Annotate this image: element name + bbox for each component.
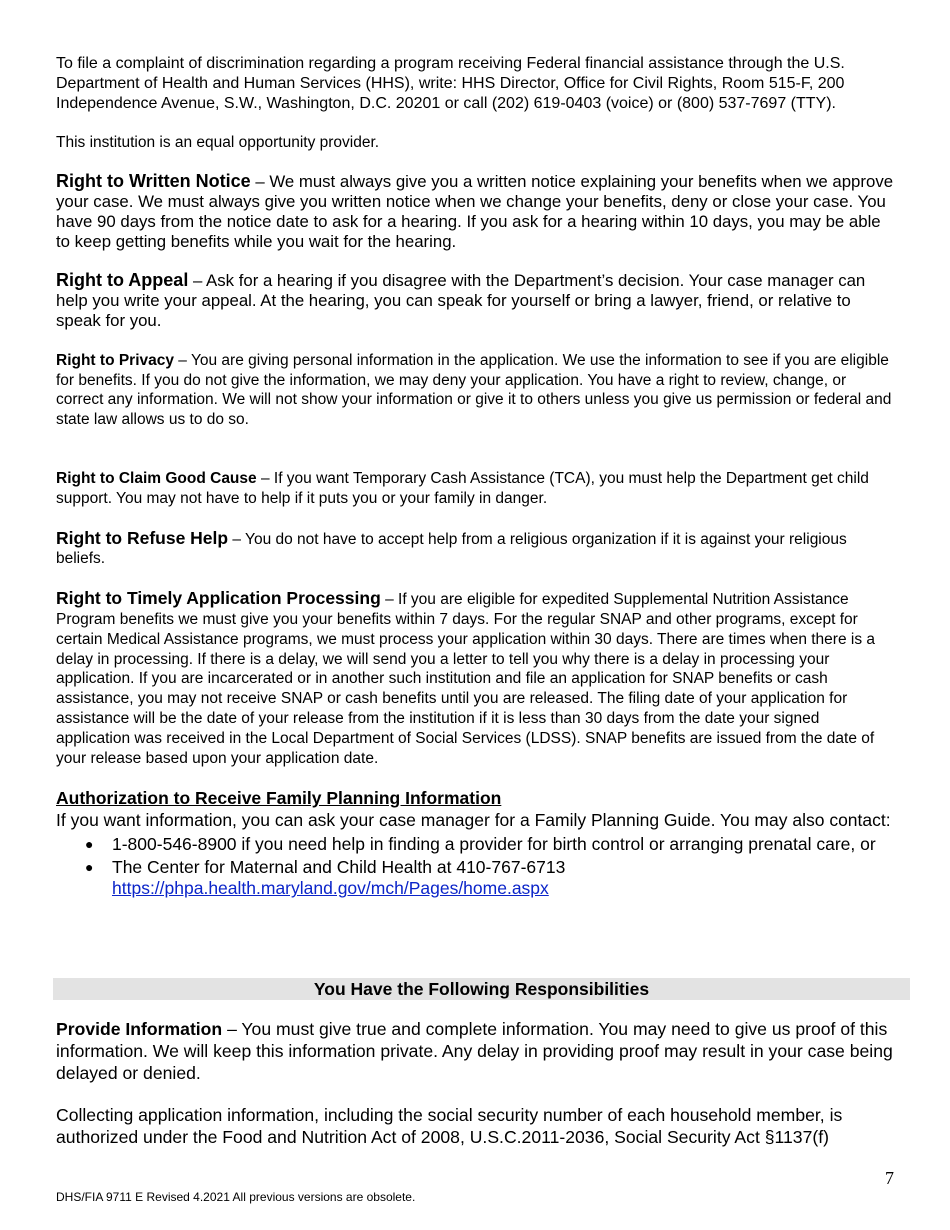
page-number: 7 [885,1168,894,1188]
footer-text: DHS/FIA 9711 E Revised 4.2021 All previous versions are obsolete. [56,1190,416,1204]
mch-website-link[interactable]: https://phpa.health.maryland.gov/mch/Pages/home.aspx [112,878,549,899]
right-good-cause-title: Right to Claim Good Cause [56,469,257,487]
responsibilities-heading: You Have the Following Responsibilities [313,979,650,999]
right-written-notice [56,172,896,251]
family-planning-list [56,834,896,900]
right-good-cause-text: – If you want Temporary Cash Assistance (TCA), you must help the Department get child support. You may not have to help if it puts you or your family in danger. [56,469,869,507]
responsibilities-body [56,1019,896,1149]
right-refuse-help [56,529,896,570]
right-written-notice-title: Right to Written Notice [56,171,251,192]
complaint-paragraph: To file a complaint of discrimination regarding a program receiving Federal financial assistance through the U.S. Department of Health and Human Services (HHS), write: HHS Director, Office for Civil Rights, Room 515-F, 200 Independence Avenue, S.W., Washington, D.C. 20201 or call (202) 619-0403 (voice) or (800) 537-7697 (TTY). [56,55,845,112]
responsibilities-section-header [53,978,910,1000]
right-appeal-text: – Ask for a hearing if you disagree with the Department’s decision. Your case manager can help you write your appeal. At the hearing, you can speak for yourself or bring a lawyer, friend, or relative to speak for you. [56,271,866,330]
list-item-text: 1-800-546-8900 if you need help in finding a provider for birth control or arranging prenatal care, or [112,833,876,854]
list-item [85,833,896,855]
right-privacy [56,351,896,430]
document-body [56,54,896,902]
right-good-cause [56,469,896,509]
right-timely-processing-title: Right to Timely Application Processing [56,588,381,609]
list-item-text: The Center for Maternal and Child Health at 410-767-6713 [112,856,566,877]
bullet-icon: ● [85,858,94,875]
right-appeal [56,271,896,330]
collecting-information: Collecting application information, including the social security number of each household member, is authorized under the Food and Nutrition Act of 2008, U.S.C.2011-2036, Social Security Act §1137(f) [56,1105,843,1148]
right-appeal-title: Right to Appeal [56,270,189,291]
list-item [85,856,896,900]
equal-opportunity-paragraph: This institution is an equal opportunity provider. [56,134,380,152]
family-planning-intro: If you want information, you can ask your case manager for a Family Planning Guide. You may also contact: [56,809,891,830]
right-privacy-text: – You are giving personal information in the application. We use the information to see if you are eligible for benefits. If you do not give the information, we may deny your application. You have a right to review, change, or correct any information. We will not show your information or give it to others unless you give us permission or federal and state law allows us to do so. [56,351,892,429]
right-written-notice-text: – We must always give you a written notice explaining your benefits when we approve your case. We must always give you written notice when we change your benefits, deny or close your case. You have 90 days from the notice date to ask for a hearing. If you ask for a hearing within 10 days, you may be able to keep getting benefits while you wait for the hearing. [56,172,894,251]
family-planning-heading-text: Authorization to Receive Family Planning Information [56,788,502,809]
provide-information [56,1019,896,1084]
bullet-icon: ● [85,835,94,852]
right-refuse-help-title: Right to Refuse Help [56,527,229,548]
provide-information-text: – You must give true and complete information. You may need to give us proof of this information. We will keep this information private. Any delay in providing proof may result in your case being delayed or denied. [56,1019,893,1083]
family-planning-heading [56,788,896,810]
right-timely-processing-text: – If you are eligible for expedited Supplemental Nutrition Assistance Program benefits we must give you your benefits within 7 days. For the regular SNAP and other programs, except for certain Medical Assistance programs, we must process your application within 30 days. There are times when there is a delay in processing. If there is a delay, we will send you a letter to tell you why there is a delay in processing your application. If you are incarcerated or in another such institution and file an application for SNAP benefits or cash assistance, you may not receive SNAP or cash benefits until you are released. The filing date of your application for assistance will be the date of your release from the institution if it is less than 30 days from the date your signed application was received in the Local Department of Social Services (LDSS). SNAP benefits are issued from the date of your release based upon your application date. [56,591,876,767]
right-refuse-help-text: – You do not have to accept help from a religious organization if it is against your religious beliefs. [56,530,847,568]
provide-information-title: Provide Information [56,1019,223,1039]
right-timely-processing [56,589,896,768]
right-privacy-title: Right to Privacy [56,351,174,369]
